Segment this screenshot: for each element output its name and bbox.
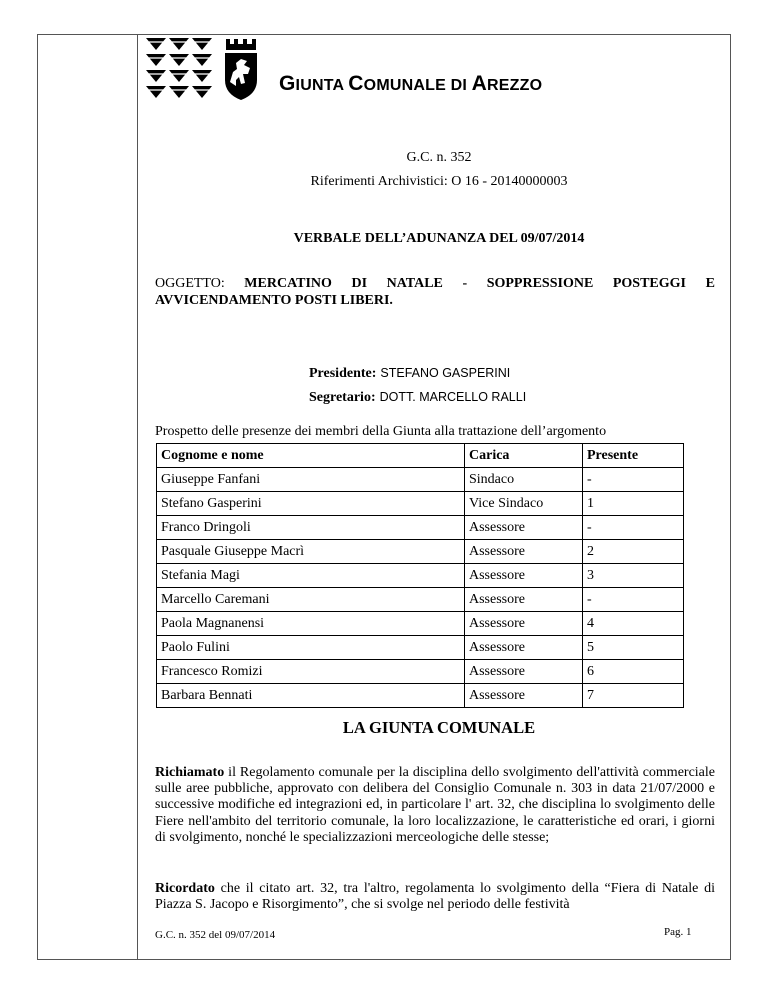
role-cell: Assessore bbox=[465, 660, 583, 684]
present-cell: 5 bbox=[583, 636, 684, 660]
role-cell: Assessore bbox=[465, 636, 583, 660]
present-cell: 1 bbox=[583, 492, 684, 516]
name-cell: Marcello Caremani bbox=[157, 588, 465, 612]
table-header-row bbox=[157, 444, 684, 468]
name-cell: Francesco Romizi bbox=[157, 660, 465, 684]
secretary-row bbox=[309, 390, 526, 406]
archive-references: Riferimenti Archivistici: O 16 - 20140000003 bbox=[310, 174, 568, 189]
table-row bbox=[157, 588, 684, 612]
present-cell: - bbox=[583, 588, 684, 612]
present-cell: 6 bbox=[583, 660, 684, 684]
secretary-name: DOTT. MARCELLO RALLI bbox=[379, 390, 527, 404]
role-cell: Assessore bbox=[465, 540, 583, 564]
present-cell: 7 bbox=[583, 684, 684, 708]
subject-label: OGGETTO: bbox=[155, 276, 225, 291]
present-cell: - bbox=[583, 468, 684, 492]
subject-word: E bbox=[705, 276, 715, 291]
attendance-table bbox=[156, 443, 684, 708]
subject-word: POSTEGGI bbox=[612, 276, 686, 291]
name-cell: Stefano Gasperini bbox=[157, 492, 465, 516]
subject-block bbox=[155, 275, 715, 309]
name-cell: Paolo Fulini bbox=[157, 636, 465, 660]
subject-word: MERCATINO bbox=[244, 276, 332, 291]
table-row bbox=[157, 636, 684, 660]
crown-icon bbox=[226, 39, 256, 50]
table-row bbox=[157, 468, 684, 492]
subject-word: SOPPRESSIONE bbox=[486, 276, 594, 291]
meeting-minutes-title: VERBALE DELL’ADUNANZA DEL 09/07/2014 bbox=[293, 231, 585, 246]
name-cell: Paola Magnanensi bbox=[157, 612, 465, 636]
table-row bbox=[157, 684, 684, 708]
subject-word: NATALE bbox=[386, 276, 443, 291]
footer-reference: G.C. n. 352 del 09/07/2014 bbox=[155, 929, 276, 941]
president-name: STEFANO GASPERINI bbox=[380, 366, 511, 380]
column-header-role: Carica bbox=[465, 444, 583, 468]
arezzo-logo-icon bbox=[144, 36, 264, 106]
subject-line-1 bbox=[155, 275, 715, 292]
table-row bbox=[157, 492, 684, 516]
role-cell: Assessore bbox=[465, 564, 583, 588]
table-row bbox=[157, 564, 684, 588]
subject-line-2: AVVICENDAMENTO POSTI LIBERI. bbox=[155, 293, 393, 308]
column-header-present: Presente bbox=[583, 444, 684, 468]
role-cell: Vice Sindaco bbox=[465, 492, 583, 516]
subject-word: - bbox=[462, 276, 468, 291]
name-cell: Giuseppe Fanfani bbox=[157, 468, 465, 492]
present-cell: 4 bbox=[583, 612, 684, 636]
table-row bbox=[157, 660, 684, 684]
table-row bbox=[157, 516, 684, 540]
table-row bbox=[157, 540, 684, 564]
president-row bbox=[309, 366, 510, 382]
attendance-intro: Prospetto delle presenze dei membri della Giunta alla trattazione dell’argomento bbox=[155, 424, 607, 439]
name-cell: Franco Dringoli bbox=[157, 516, 465, 540]
stripe-pattern-left bbox=[146, 38, 166, 98]
paragraph-richiamato: Richiamato il Regolamento comunale per la disciplina dello svolgimento dell'attività commerciale sulle aree pubbliche, approvato con delibera del Consiglio Comunale n. 303 in data 21/07/2000 e successive modifiche ed integrazioni ed, in particolare l' art. 32, che disciplina lo svolgimento delle Fiere nell'ambito del territorio comunale, la loro localizzazione, le caratteristiche ed orari, i giorni di svolgimento, nonché le specializzazioni merceologiche delle stesse; bbox=[155, 765, 715, 845]
margin-rule bbox=[137, 34, 138, 960]
page-number: Pag. 1 bbox=[664, 926, 692, 938]
subject-word: DI bbox=[351, 276, 368, 291]
stripe-pattern-right bbox=[192, 38, 212, 98]
gc-number: G.C. n. 352 bbox=[406, 150, 472, 165]
name-cell: Pasquale Giuseppe Macrì bbox=[157, 540, 465, 564]
present-cell: 3 bbox=[583, 564, 684, 588]
name-cell: Barbara Bennati bbox=[157, 684, 465, 708]
municipality-title: GIUNTA COMUNALE DI AREZZO bbox=[279, 72, 543, 95]
council-heading: LA GIUNTA COMUNALE bbox=[342, 718, 536, 737]
role-cell: Sindaco bbox=[465, 468, 583, 492]
name-cell: Stefania Magi bbox=[157, 564, 465, 588]
role-cell: Assessore bbox=[465, 516, 583, 540]
president-label: Presidente: bbox=[309, 366, 377, 381]
present-cell: 2 bbox=[583, 540, 684, 564]
shield-icon bbox=[225, 53, 257, 100]
paragraph-ricordato: Ricordato che il citato art. 32, tra l'altro, regolamenta lo svolgimento della “Fiera di Natale di Piazza S. Jacopo e Risorgimento”, che si svolge nel periodo delle festività bbox=[155, 881, 715, 913]
secretary-label: Segretario: bbox=[309, 390, 376, 405]
present-cell: - bbox=[583, 516, 684, 540]
role-cell: Assessore bbox=[465, 684, 583, 708]
table-row bbox=[157, 612, 684, 636]
stripe-pattern-middle bbox=[169, 38, 189, 98]
role-cell: Assessore bbox=[465, 588, 583, 612]
column-header-name: Cognome e nome bbox=[157, 444, 465, 468]
role-cell: Assessore bbox=[465, 612, 583, 636]
